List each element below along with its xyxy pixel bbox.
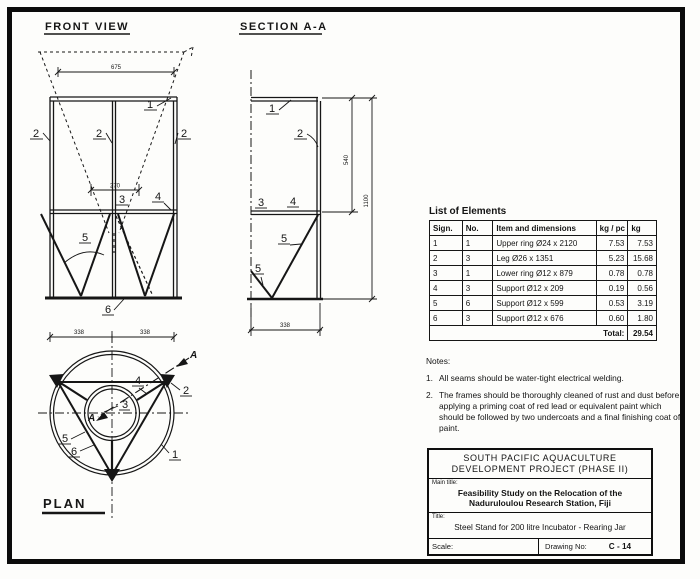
callout-3: 3: [119, 194, 126, 206]
project-name: [429, 450, 651, 479]
note-item: [426, 373, 688, 384]
col-no: No.: [462, 221, 493, 236]
section-dim-bottom-value: 338: [279, 323, 291, 329]
plan-view-title: PLAN: [43, 496, 87, 511]
cell-item: Support Ø12 x 599: [493, 296, 596, 311]
elements-table: [429, 220, 657, 341]
cell-sign: 2: [430, 251, 463, 266]
cell-item: Support Ø12 x 676: [493, 311, 596, 326]
table-row: [430, 266, 657, 281]
plan-view: [38, 330, 197, 518]
section-braces: [251, 215, 318, 298]
table-row: [430, 251, 657, 266]
cell-sign: 3: [430, 266, 463, 281]
plan-dim-left-value: 338: [73, 330, 85, 336]
front-braces: [41, 214, 174, 296]
title-block-footer: [429, 539, 651, 554]
callout-6: 6: [105, 304, 112, 316]
callout-2: 2: [96, 128, 103, 140]
main-title-line1: Feasibility Study on the Relocation of the: [457, 487, 623, 498]
cell-no: 3: [462, 311, 493, 326]
table-row: [430, 296, 657, 311]
callout-5: 5: [82, 232, 89, 244]
callout-4: 4: [135, 375, 142, 387]
table-row: [430, 281, 657, 296]
cell-item: Upper ring Ø24 x 2120: [493, 236, 596, 251]
main-title-section: [429, 479, 651, 514]
callout-1: 1: [172, 449, 179, 461]
section-dim-total-value: 1100: [364, 194, 370, 208]
project-name-line1: SOUTH PACIFIC AQUACULTURE: [463, 453, 617, 463]
elements-list: [429, 206, 657, 341]
front-dim-width-value: 675: [110, 65, 122, 71]
col-item: Item and dimensions: [493, 221, 596, 236]
cell-sign: 6: [430, 311, 463, 326]
cell-kg-pc: 5.23: [596, 251, 628, 266]
section-letter-bottom: A: [88, 413, 96, 424]
callout-3: 3: [122, 399, 129, 411]
cell-kg: 0.78: [628, 266, 657, 281]
cell-sign: 1: [430, 236, 463, 251]
callout-4: 4: [155, 191, 162, 203]
note-item: [426, 390, 688, 434]
cell-kg-pc: 0.53: [596, 296, 628, 311]
total-label: Total:: [430, 326, 628, 341]
cell-item: Lower ring Ø12 x 879: [493, 266, 596, 281]
callout-2: 2: [33, 128, 40, 140]
note-text: All seams should be water-tight electrical welding.: [439, 372, 624, 383]
drawing-title-label: Title:: [432, 514, 445, 521]
scale-label: Scale:: [429, 539, 539, 554]
notes-title: Notes:: [426, 356, 451, 366]
callout-1: 1: [147, 99, 154, 111]
cell-sign: 5: [430, 296, 463, 311]
callout-2: 2: [181, 128, 188, 140]
title-block: [427, 448, 653, 556]
cell-kg: 1.80: [628, 311, 657, 326]
cell-kg: 7.53: [628, 236, 657, 251]
note-number: 2.: [426, 389, 433, 400]
cell-kg: 15.68: [628, 251, 657, 266]
cell-kg: 0.56: [628, 281, 657, 296]
plan-dim-right-value: 338: [139, 330, 151, 336]
callout-5: 5: [255, 263, 262, 275]
note-text: The frames should be thoroughly cleaned of rust and dust before applying a priming coat of red lead or equivalent paint which should be followed by two undercoats and a final finishing coat of paint.: [439, 389, 681, 433]
cell-kg-pc: 0.78: [596, 266, 628, 281]
callout-5: 5: [281, 233, 288, 245]
col-kg-pc: kg / pc: [596, 221, 628, 236]
callout-2: 2: [297, 128, 304, 140]
table-total-row: [430, 326, 657, 341]
table-header-row: [430, 221, 657, 236]
drawing-title-section: [429, 513, 651, 539]
cell-kg-pc: 0.60: [596, 311, 628, 326]
front-view: [30, 21, 193, 316]
main-title-line2: Naduruloulou Research Station, Fiji: [469, 498, 611, 509]
table-row: [430, 236, 657, 251]
callout-4: 4: [290, 196, 297, 208]
cell-sign: 4: [430, 281, 463, 296]
front-dim-inner-value: 270: [109, 183, 121, 190]
callout-2: 2: [183, 385, 190, 397]
section-view: [239, 21, 377, 336]
callout-6: 6: [71, 446, 78, 458]
cell-kg: 3.19: [628, 296, 657, 311]
note-number: 1.: [426, 372, 433, 383]
col-kg: kg: [628, 221, 657, 236]
cell-kg-pc: 0.19: [596, 281, 628, 296]
cell-item: Leg Ø26 x 1351: [493, 251, 596, 266]
cell-kg-pc: 7.53: [596, 236, 628, 251]
notes: [426, 356, 688, 440]
cell-no: 3: [462, 281, 493, 296]
section-callouts: [252, 100, 318, 285]
drawing-title: Steel Stand for 200 litre Incubator - Rearing Jar: [454, 523, 626, 533]
drawing-no-label: Drawing No:: [545, 542, 587, 552]
section-dim-upper-value: 540: [344, 154, 350, 166]
total-value: 29.54: [628, 326, 657, 341]
cell-item: Support Ø12 x 209: [493, 281, 596, 296]
front-dim-width: [55, 65, 177, 77]
callout-1: 1: [269, 103, 276, 115]
section-letter-top: A: [190, 350, 198, 361]
cell-no: 3: [462, 251, 493, 266]
callout-5: 5: [62, 433, 69, 445]
cell-no: 1: [462, 236, 493, 251]
cell-no: 1: [462, 266, 493, 281]
callout-3: 3: [258, 197, 265, 209]
front-view-title: FRONT VIEW: [45, 21, 130, 33]
plan-frame: [58, 382, 166, 475]
drawing-no-value: C - 14: [608, 542, 632, 552]
section-view-title: SECTION A-A: [240, 21, 328, 33]
cell-no: 6: [462, 296, 493, 311]
project-name-line2: DEVELOPMENT PROJECT (PHASE II): [451, 464, 629, 475]
front-callouts: [30, 98, 191, 316]
col-sign: Sign.: [430, 221, 463, 236]
main-title-label: Main title:: [432, 479, 458, 486]
elements-list-title: List of Elements: [429, 206, 507, 217]
table-row: [430, 311, 657, 326]
front-frame: [45, 97, 182, 298]
